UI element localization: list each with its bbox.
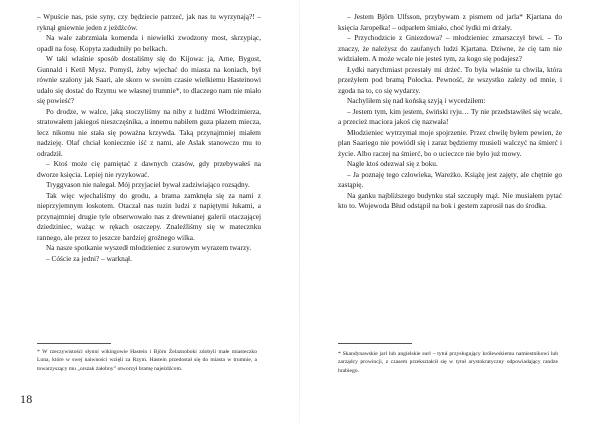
paragraph: Nagle ktoś odezwał się z boku. xyxy=(347,159,438,168)
paragraph: Nachyliłem się nad końską szyją i wycedziłem: xyxy=(347,96,486,105)
paragraph: Na wale zabrzmiała komenda i niewielki zwodzony most, skrzypiąc, opadł na fosę. Kopyta zadudniły po belkach. xyxy=(37,33,261,53)
paragraph: – Cóście za jedni? – warknął. xyxy=(46,253,132,263)
footnote: * Skandynawskie jarl lub angielskie earl – tytuł przysługujący królewskiemu namiestnikowi lub zarządcy prowincji, z czasem przekształcił się w tytuł arystokratyczny odpowiadający randze hrabiego. xyxy=(338,351,558,374)
paragraph: – Jestem tym, kim jestem, świński ryju… Ty nie przedstawiłeś się wcale, a przecież maciora jakoś cię nazwała! xyxy=(338,106,562,126)
paragraph: Na ganku najbliższego budynku stał szczupły mąż. Nie musiałem pytać kto to. Wojewoda Błud odstąpił na bok i gestem zaprosił nas do środka. xyxy=(338,190,562,210)
paragraph: – Ja poznaję tego człowieka, Wareżko. Książę jest zajęty, ale chętnie go zastąpię. xyxy=(338,169,562,189)
right-page xyxy=(300,0,600,424)
paragraph: Młodzieniec wytrzymał moje spojrzenie. Przez chwilę byłem pewien, że plan Saariego nie powiódł się i zaraz będziemy musieli walczyć na śmierć i życie. Albo raczej na śmierć, bo o ucieczce nie było już mowy. xyxy=(338,127,562,158)
page-number: 18 xyxy=(20,392,33,406)
paragraph: Łydki natychmiast przestały mi drżeć. To była właśnie ta chwila, która przeżyłem pod bramą Połocka. Pewność, że wszystko zależy od mnie, i zgoda na to, co się wydarzy. xyxy=(338,64,562,95)
footnote-divider xyxy=(338,343,412,344)
paragraph: – Przychodzicie z Gniezdowa? – młodzieniec zmarszczył brwi. – To znaczy, że należysz do zaufanych ludzi Kjartana. Dziwne, że cię tam nie widziałem. A może wcale nie jesteś tym, za kogo się podajesz? xyxy=(338,33,562,63)
paragraph: – Jestem Björn Ulfsson, przybywam z pismem od jarla* Kjartana do księcia Jaropełka! – odparłem śmiało, choć łydki mi drżały. xyxy=(338,12,562,32)
paragraph: Po drodze, w walce, jaką stoczyliśmy na niby z ludźmi Włodzimierza, stratowałem jakiegoś nieszczęśnika, a innemu nabiłem guza płazem miecza, lecz nikomu nie stała się poważna krzywda. Taką przynajmniej miałem nadzieję. Olaf chciał koniecznie iść z nami, ale Aslak stanowczo mu to odradził. xyxy=(37,106,261,158)
paragraph: Tryggvason nie nalegał. Mój przyjaciel bywał zadziwiająco rozsądny. xyxy=(46,180,250,189)
footnote: * W rzeczywistości słynni wikingowie Hastein i Björn Żelaznoboki zdobyli małe miasteczko Luna, które w swej naiwności wzięli za Rzym. Hastein przedostał się do miasta w trumnie, a towarzyszący mu „orszak żałobny” otworzył bramę najeźdźcom. xyxy=(37,349,257,372)
paragraph: Na nasze spotkanie wyszedł młodzieniec z surowym wyrazem twarzy. xyxy=(46,243,252,252)
paragraph: Tak więc wjechaliśmy do grodu, a brama zamknęła się za nami z nieprzyjemnym łoskotem. Otaczał nas tuzin ludzi z napiętymi łukami, a przynajmniej drugie tyle obserwowało nas z drewnianej galerii otaczającej dziedziniec, ważąc w rękach oszczepy. Znaleźliśmy się w matecznku rannego, ale przez to jeszcze bardziej groźnego wilka. xyxy=(37,190,261,242)
footnote-divider xyxy=(37,343,111,344)
paragraph: – Wpuście nas, psie syny, czy będziecie patrzeć, jak nas tu wyrzynają?! – ryknął gniewnie jeden z jeźdźców. xyxy=(37,12,261,32)
paragraph: W taki właśnie sposób dostaliśmy się do Kijowa: ja, Arne, Bygost, Gunnald i Ketil Mysz. Pomyśl, żeby wjechać do miasta na koniach, był równie szalony jak Saari, ale skoro w swoim czasie wielkiemu Hasteinowi udało się dostać do Rzymu we własnej trumnie*, to dlaczego nam nie miało się powieść? xyxy=(37,54,261,105)
right-page-body xyxy=(338,12,562,212)
left-page-body xyxy=(37,12,261,264)
paragraph: – Ktoś może cię pamiętać z dawnych czasów, gdy przebywałeś na dworze księcia. Lepiej nie ryzykować. xyxy=(37,159,261,179)
